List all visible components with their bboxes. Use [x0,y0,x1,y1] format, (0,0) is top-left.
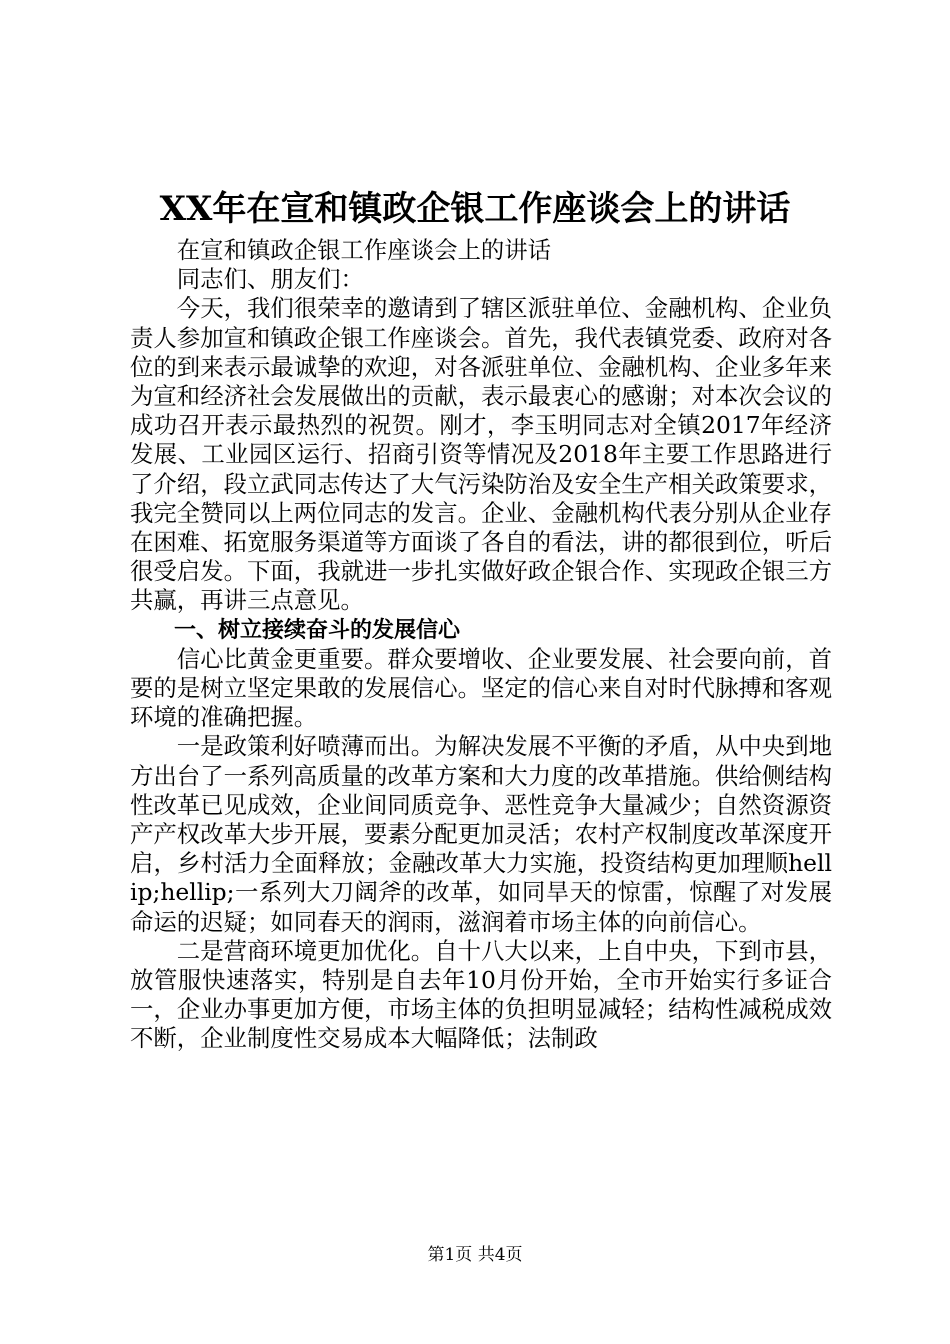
body-paragraph: 二是营商环境更加优化。自十八大以来，上自中央，下到市县，放管服快速落实，特别是自去年10月份开始，全市开始实行多证合一，企业办事更加方便，市场主体的负担明显减轻；结构性减税成效不断，企业制度性交易成本大幅降低；法制政 [130,936,832,1053]
body-paragraph: 信心比黄金更重要。群众要增收、企业要发展、社会要向前，首要的是树立坚定果敢的发展信心。坚定的信心来自对时代脉搏和客观环境的准确把握。 [130,644,832,732]
body-paragraph: 一是政策利好喷薄而出。为解决发展不平衡的矛盾，从中央到地方出台了一系列高质量的改革方案和大力度的改革措施。供给侧结构性改革已见成效，企业间同质竞争、恶性竞争大量减少；自然资源资产产权改革大步开展，要素分配更加灵活；农村产权制度改革深度开启，乡村活力全面释放；金融改革大力实施，投资结构更加理顺hellip;hellip;一系列大刀阔斧的改革，如同旱天的惊雷，惊醒了对发展命运的迟疑；如同春天的润雨，滋润着市场主体的向前信心。 [130,732,832,936]
section-heading: 一、树立接续奋斗的发展信心 [174,617,461,643]
document-title: XX年在宣和镇政企银工作座谈会上的讲话 [159,189,791,229]
salutation-paragraph: 同志们、朋友们： [176,265,364,294]
body-paragraph: 今天，我们很荣幸的邀请到了辖区派驻单位、金融机构、企业负责人参加宣和镇政企银工作座谈会。首先，我代表镇党委、政府对各位的到来表示最诚挚的欢迎，对各派驻单位、金融机构、企业多年来为宣和经济社会发展做出的贡献，表示最衷心的感谢；对本次会议的成功召开表示最热烈的祝贺。刚才，李玉明同志对全镇2017年经济发展、工业园区运行、招商引资等情况及2018年主要工作思路进行了介绍，段立武同志传达了大气污染防治及安全生产相关政策要求，我完全赞同以上两位同志的发言。企业、金融机构代表分别从企业存在困难、拓宽服务渠道等方面谈了各自的看法，讲的都很到位，听后很受启发。下面，我就进一步扎实做好政企银合作、实现政企银三方共赢，再讲三点意见。 [130,294,832,615]
subtitle-paragraph: 在宣和镇政企银工作座谈会上的讲话 [176,236,552,264]
page-footer: 第1页 共4页 [427,1245,523,1265]
document-body [130,236,832,1054]
